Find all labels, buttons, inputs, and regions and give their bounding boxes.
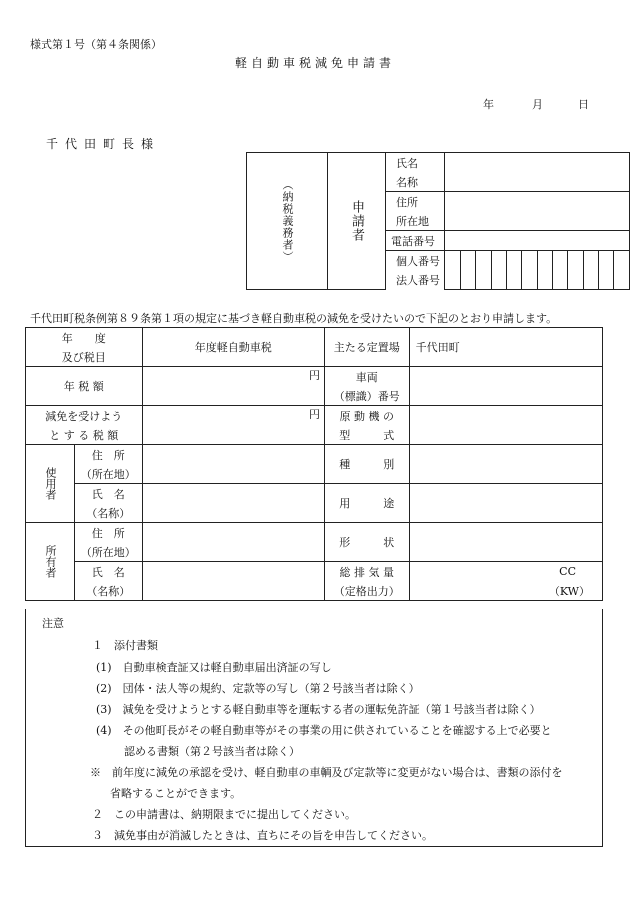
reduction-label: 減免を受けよう <box>26 406 143 426</box>
notes-section <box>25 609 603 847</box>
applicant-address-field[interactable] <box>445 192 630 231</box>
vehicle-shape-field[interactable] <box>409 523 602 562</box>
vehicle-use-label: 用 途 <box>324 484 409 523</box>
engine-label-sub: 型 式 <box>324 425 409 445</box>
id-digit-cell[interactable] <box>583 251 598 290</box>
owner-label: 所有者 <box>26 523 75 601</box>
form-number: 様式第１号（第４条関係） <box>30 38 162 51</box>
vehicle-use-field[interactable] <box>409 484 602 523</box>
annual-tax-label: 年 税 額 <box>26 367 143 406</box>
document-title: 軽自動車税減免申請書 <box>234 56 395 70</box>
applicant-phone-field[interactable] <box>445 231 630 251</box>
applicant-name-field[interactable] <box>445 153 630 192</box>
notes-heading: 注意 <box>42 617 64 630</box>
id-digit-cell[interactable] <box>537 251 552 290</box>
plate-number-field[interactable] <box>409 367 602 406</box>
note-1-4a: (4) その他町長がその軽自動車等がその事業の用に供されていることを確認する上で必要と <box>96 724 552 737</box>
location-label: 所在地 <box>386 211 445 231</box>
owner-address-label: 住 所 <box>75 523 143 543</box>
id-digit-cell[interactable] <box>599 251 614 290</box>
id-digit-cell[interactable] <box>491 251 506 290</box>
note-1-4b: 認める書類（第２号該当者は除く） <box>124 745 300 758</box>
id-digit-cell[interactable] <box>522 251 537 290</box>
engine-label: 原 動 機 の <box>324 406 409 426</box>
user-address-label-sub: （所在地） <box>75 464 143 484</box>
user-name-label-sub: （名称） <box>75 503 143 523</box>
taxpayer-side-label: （納税義務者） <box>247 153 328 290</box>
note-star-a: ※ 前年度に減免の承認を受け、軽自動車の車輌及び定款等に変更がない場合は、書類の添付を <box>90 766 563 779</box>
owner-address-field[interactable] <box>142 523 324 562</box>
personal-number-label: 個人番号 <box>386 251 445 271</box>
storage-location-label: 主たる定置場 <box>324 328 409 367</box>
owner-name-field[interactable] <box>142 562 324 601</box>
tax-item-label: 及び税目 <box>26 347 143 367</box>
company-name-label: 名称 <box>386 172 445 192</box>
storage-location-value: 千代田町 <box>409 328 602 367</box>
id-digit-cell[interactable] <box>552 251 567 290</box>
reduction-label-sub: と す る 税 額 <box>26 425 143 445</box>
user-address-label: 住 所 <box>75 445 143 465</box>
user-label: 使用者 <box>26 445 75 523</box>
id-digit-cell[interactable] <box>614 251 630 290</box>
owner-name-label: 氏 名 <box>75 562 143 582</box>
note-1-2: (2) 団体・法人等の規約、定款等の写し（第２号該当者は除く） <box>96 682 420 695</box>
id-digit-cell[interactable] <box>460 251 475 290</box>
vehicle-class-field[interactable] <box>409 445 602 484</box>
plate-label: 車両 <box>324 367 409 387</box>
id-digit-cell[interactable] <box>476 251 491 290</box>
id-digit-cell[interactable] <box>445 251 460 290</box>
phone-label: 電話番号 <box>386 231 445 251</box>
annual-tax-field[interactable] <box>142 367 324 406</box>
user-name-label: 氏 名 <box>75 484 143 504</box>
kw-unit: （KW） <box>409 581 602 601</box>
date-month-label: 月 <box>532 98 543 111</box>
id-digit-cell[interactable] <box>506 251 521 290</box>
name-label: 氏名 <box>386 153 445 173</box>
user-address-field[interactable] <box>142 445 324 484</box>
owner-name-label-sub: （名称） <box>75 581 143 601</box>
vehicle-class-label: 種 別 <box>324 445 409 484</box>
note-2: ２ この申請書は、納期限までに提出してください。 <box>92 808 356 821</box>
note-1-1: (1) 自動車検査証又は軽自動車届出済証の写し <box>96 661 332 674</box>
vehicle-shape-label: 形 状 <box>324 523 409 562</box>
vehicle-table <box>25 327 603 601</box>
owner-address-label-sub: （所在地） <box>75 542 143 562</box>
user-name-field[interactable] <box>142 484 324 523</box>
note-1: １ 添付書類 <box>92 639 158 652</box>
displacement-label-sub: （定格出力） <box>324 581 409 601</box>
id-digit-cell[interactable] <box>568 251 583 290</box>
date-year-label: 年 <box>483 98 494 111</box>
note-3: ３ 減免事由が消滅したときは、直ちにその旨を申告してください。 <box>92 829 433 842</box>
corporate-number-label: 法人番号 <box>386 270 445 289</box>
engine-type-field[interactable] <box>409 406 602 445</box>
addressee: 千代田町長様 <box>46 137 161 151</box>
reduction-amount-field[interactable] <box>142 406 324 445</box>
address-label: 住所 <box>386 192 445 212</box>
yen-unit: 円 <box>308 369 320 382</box>
note-1-3: (3) 減免を受けようとする軽自動車等を運転する者の運転免許証（第１号該当者は除く） <box>96 703 541 716</box>
intro-statement: 千代田町税条例第８９条第１項の規定に基づき軽自動車税の減免を受けたいので下記のとおり申請します。 <box>30 312 558 325</box>
yen-unit: 円 <box>308 408 320 421</box>
displacement-label: 総 排 気 量 <box>324 562 409 582</box>
tax-name: 年度軽自動車税 <box>142 328 324 367</box>
applicant-label: 申請者 <box>328 153 386 290</box>
applicant-box <box>246 152 630 290</box>
cc-unit: CC <box>409 562 602 582</box>
date-day-label: 日 <box>578 98 589 111</box>
fiscal-year-label: 年 度 <box>26 328 143 348</box>
plate-label-sub: （標識）番号 <box>324 386 409 406</box>
note-star-b: 省略することができます。 <box>110 787 242 800</box>
